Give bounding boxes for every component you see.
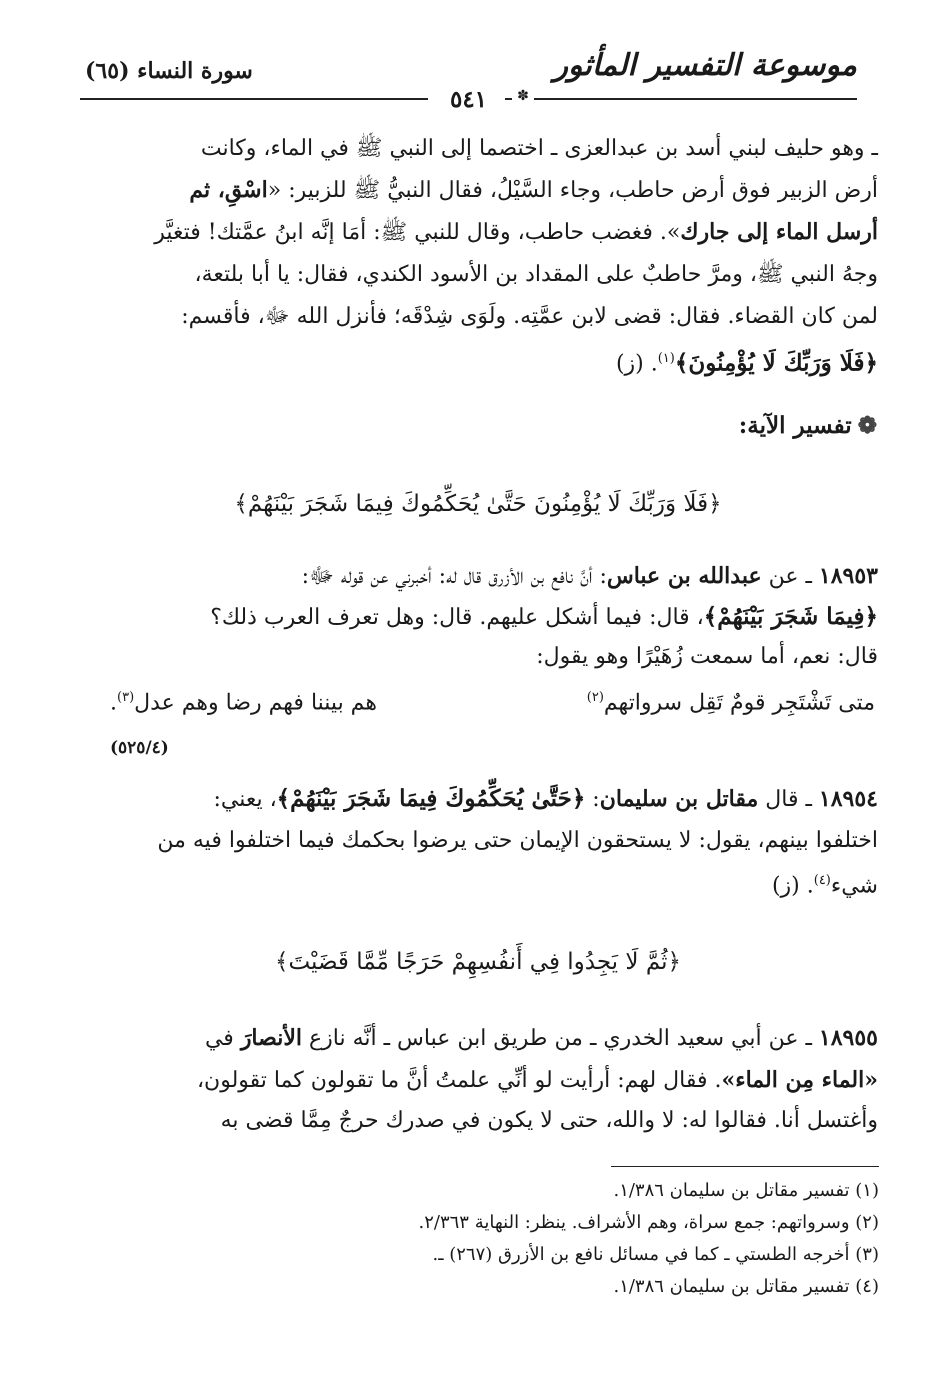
surah-reference: سورة النساء (٦٥): [85, 58, 253, 84]
footnote-2: (٢) وسرواتهم: جمع سراة، وهم الأشراف. ينظر: النهاية ٢/٣٦٣.: [418, 1212, 879, 1233]
intro-line-2: أرض الزبير فوق أرض حاطب، وجاء السَّيْلُ، فقال النبيُّ ﷺ للزبير: «اسْقِ، ثم: [189, 177, 878, 203]
section-heading: ❁تفسير الآية:: [738, 412, 877, 439]
page-number: ٥٤١: [0, 86, 937, 113]
intro-line-3: أرسل الماء إلى جارك». فغضب حاطب، وقال للنبي ﷺ: أمَا إنَّه ابنُ عمَّتك! فتغيَّر: [154, 219, 878, 245]
flower-icon: ❁: [857, 412, 877, 439]
ornament-icon: ✽: [512, 88, 534, 104]
intro-line-6: ﴿فَلَا وَرَبِّكَ لَا يُؤْمِنُونَ﴾$^{(١)}$. (ز): [615, 349, 878, 377]
intro-line-4: وجهُ النبي ﷺ، ومرَّ حاطبٌ على المقداد بن الأسود الكندي، فقال: يا أبا بلتعة،: [194, 262, 878, 287]
poem-hemistich-left: هم بيننا فهم رضا وهم عدل$^{(٣)}$.: [110, 690, 377, 716]
footnote-1: (١) تفسير مقاتل بن سليمان ١/٣٨٦.: [613, 1180, 879, 1201]
book-title: موسوعة التفسير المأثور: [553, 48, 857, 83]
verse-2: ﴿ثُمَّ لَا يَجِدُوا فِي أَنفُسِهِمْ حَرَجًا مِّمَّا قَضَيْتَ﴾: [274, 949, 681, 975]
entry-18955-line-2: «الماء مِن الماء». فقال لهم: أرأيت لو أنِّي علمتُ أنَّ ما تقولون كما تقولون،: [196, 1067, 878, 1093]
entry-18955-line-1: ١٨٩٥٥ ـ عن أبي سعيد الخدري ـ من طريق ابن عباس ـ أنَّه نازع الأنصارَ في: [204, 1025, 878, 1051]
footnote-rule: [611, 1166, 879, 1167]
footnote-4: (٤) تفسير مقاتل بن سليمان ١/٣٨٦.: [613, 1276, 879, 1297]
entry-18953-line-1: ١٨٩٥٣ ـ عن عبدالله بن عباس: أنَّ نافع بن الأزرق قال له: أخبرني عن قوله ﷻ:: [301, 563, 878, 589]
entry-18953-line-3: قال: نعم، أما سمعت زُهَيْرًا وهو يقول:: [536, 644, 878, 669]
entry-18954-line-1: ١٨٩٥٤ ـ قال مقاتل بن سليمان: ﴿حَتَّىٰ يُحَكِّمُوكَ فِيمَا شَجَرَ بَيْنَهُمْ﴾، يعني:: [213, 785, 878, 812]
entry-18954-line-3: شيء$^{(٤)}$. (ز): [771, 873, 878, 899]
footnote-3: (٣) أخرجه الطستي ـ كما في مسائل نافع بن الأزرق (٢٦٧) ـ.: [432, 1244, 879, 1265]
verse-1: ﴿فَلَا وَرَبِّكَ لَا يُؤْمِنُونَ حَتَّىٰ يُحَكِّمُوكَ فِيمَا شَجَرَ بَيْنَهُمْ﴾: [234, 491, 722, 517]
entry-18955-line-3: وأغتسل أنا. فقالوا له: لا والله، حتى لا يكون في صدرك حرجٌ مِمَّا قضى به: [220, 1108, 878, 1133]
intro-line-5: لمن كان القضاء. فقال: قضى لابن عمَّتِه. ولَوَى شِدْقَه؛ فأنزل الله ﷻ، فأقسم:: [181, 304, 878, 329]
source-reference: (٥٢٥/٤): [110, 738, 169, 758]
entry-18953-line-2: ﴿فِيمَا شَجَرَ بَيْنَهُمْ﴾، قال: فيما أشكل عليهم. قال: وهل تعرف العرب ذلك؟: [210, 603, 878, 630]
poem-hemistich-right: متى تَشْتَجِر قومٌ تَقِل سرواتهم$^{(٢)}$: [586, 690, 875, 716]
intro-line-1: ـ وهو حليف لبني أسد بن عبدالعزى ـ اختصما إلى النبي ﷺ في الماء، وكانت: [200, 136, 878, 161]
entry-18954-line-2: اختلفوا بينهم، يقول: لا يستحقون الإيمان حتى يرضوا بحكمك فيما اختلفوا فيه من: [157, 828, 878, 853]
